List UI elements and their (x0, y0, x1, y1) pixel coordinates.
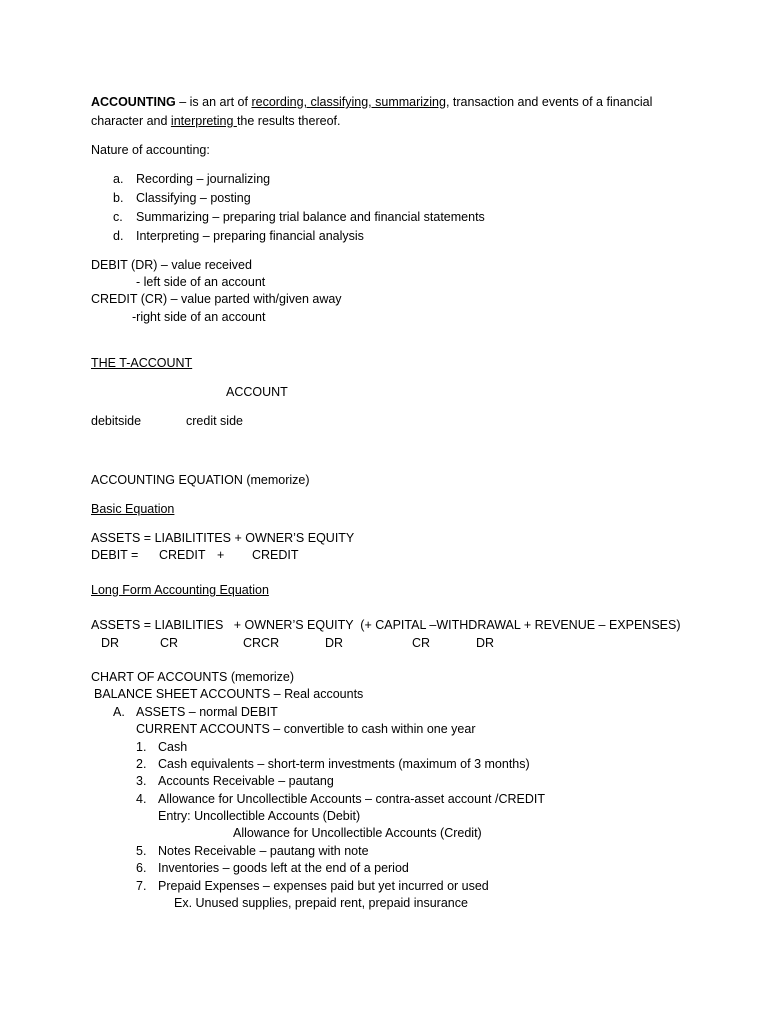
t-account-heading: THE T-ACCOUNT (91, 356, 193, 370)
long-sign-6: DR (476, 636, 495, 650)
basic-cr1: CREDIT (159, 548, 206, 562)
nature-marker-c: c. (113, 210, 123, 224)
intro-line2-b: the results thereof. (236, 114, 341, 128)
long-sign-4: DR (325, 636, 344, 650)
balance-sheet-heading: BALANCE SHEET ACCOUNTS – Real accounts (94, 687, 364, 701)
coa-marker-1: 1. (136, 740, 147, 754)
intro-line-1 (91, 94, 652, 110)
debit-definition: DEBIT (DR) – value received (91, 258, 252, 272)
coa-item-2: Cash equivalents – short-term investments (maximum of 3 months) (158, 757, 530, 771)
current-accounts: CURRENT ACCOUNTS – convertible to cash within one year (136, 722, 476, 736)
basic-equation-heading: Basic Equation (91, 502, 175, 516)
long-equation-heading: Long Form Accounting Equation (91, 583, 269, 597)
long-sign-3: CRCR (243, 636, 280, 650)
coa-marker-3: 3. (136, 774, 147, 788)
coa-item-6: Inventories – goods left at the end of a period (158, 861, 409, 875)
intro-line2-a: character and (91, 114, 171, 128)
entry-debit: Entry: Uncollectible Accounts (Debit) (158, 809, 361, 823)
intro-mid: , transaction and events of a financial (445, 95, 653, 109)
intro-interpreting: interpreting (170, 114, 237, 128)
basic-eq: = (131, 548, 139, 562)
nature-marker-d: d. (113, 229, 124, 243)
assets-marker: A. (113, 705, 125, 719)
equation-heading: ACCOUNTING EQUATION (memorize) (91, 473, 310, 487)
coa-item-5: Notes Receivable – pautang with note (158, 844, 369, 858)
long-sign-5: CR (412, 636, 431, 650)
debit-sub: - left side of an account (136, 275, 266, 289)
t-account-title: ACCOUNT (226, 385, 288, 399)
nature-marker-b: b. (113, 191, 124, 205)
basic-dr: DEBIT (91, 548, 128, 562)
coa-item-7: Prepaid Expenses – expenses paid but yet incurred or used (158, 879, 489, 893)
entry-credit: Allowance for Uncollectible Accounts (Credit) (233, 826, 482, 840)
example-line: Ex. Unused supplies, prepaid rent, prepaid insurance (174, 896, 468, 910)
long-equation-line: ASSETS = LIABILITIES + OWNER’S EQUITY (+ CAPITAL –WITHDRAWAL + REVENUE – EXPENSES) (91, 618, 681, 632)
t-account-debit-side: debitside (91, 414, 142, 428)
coa-item-1: Cash (158, 740, 188, 754)
coa-marker-5: 5. (136, 844, 147, 858)
nature-item-d: Interpreting – preparing financial analysis (136, 229, 364, 243)
chart-of-accounts-heading: CHART OF ACCOUNTS (memorize) (91, 670, 295, 684)
intro-line-2 (91, 113, 340, 129)
coa-marker-2: 2. (136, 757, 147, 771)
assets-heading: ASSETS – normal DEBIT (136, 705, 278, 719)
nature-item-b: Classifying – posting (136, 191, 251, 205)
coa-marker-7: 7. (136, 879, 147, 893)
nature-marker-a: a. (113, 172, 124, 186)
long-sign-2: CR (160, 636, 179, 650)
coa-item-4: Allowance for Uncollectible Accounts – contra-asset account /CREDIT (158, 792, 545, 806)
intro-dash: – is an art of (175, 95, 252, 109)
long-sign-1: DR (101, 636, 120, 650)
nature-item-a: Recording – journalizing (136, 172, 271, 186)
coa-marker-6: 6. (136, 861, 147, 875)
basic-equation-line: ASSETS = LIABILITITES + OWNER’S EQUITY (91, 531, 355, 545)
credit-sub: -right side of an account (132, 310, 266, 324)
nature-item-c: Summarizing – preparing trial balance and financial statements (136, 210, 485, 224)
intro-verbs: recording, classifying, summarizing (251, 95, 446, 109)
t-account-credit-side: credit side (186, 414, 243, 428)
credit-definition: CREDIT (CR) – value parted with/given away (91, 292, 342, 306)
basic-plus: + (217, 548, 225, 562)
term-accounting: ACCOUNTING (91, 95, 176, 109)
coa-item-3: Accounts Receivable – pautang (158, 774, 334, 788)
coa-marker-4: 4. (136, 792, 147, 806)
basic-cr2: CREDIT (252, 548, 299, 562)
nature-heading: Nature of accounting: (91, 143, 210, 157)
